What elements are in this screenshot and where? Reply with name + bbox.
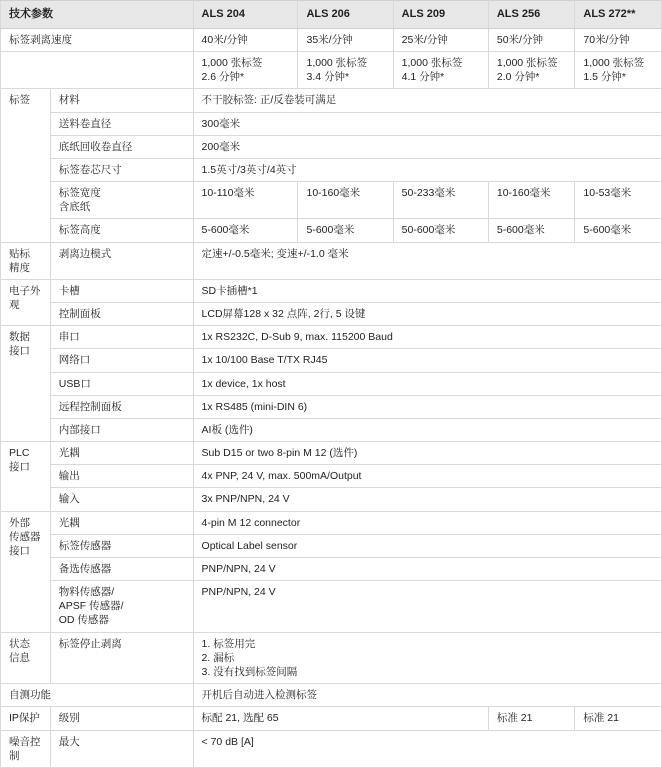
row-label-remote-panel: 远程控制面板: [50, 395, 193, 418]
feed-roll-diameter-value: 300毫米: [193, 112, 661, 135]
table-row: [1, 242, 662, 279]
label-width-value-4: 10-160毫米: [488, 182, 575, 219]
status-list: [202, 637, 655, 680]
usb-port-value: 1x device, 1x host: [193, 372, 661, 395]
row-label-label-width: [50, 182, 193, 219]
row-label-spare-sensor: 备选传感器: [50, 557, 193, 580]
row-label-peel-speed: 标签剥离速度: [1, 28, 194, 51]
label-height-value-1: 5-600毫米: [193, 219, 298, 242]
object-sensor-label-line3: OD 传感器: [58, 614, 109, 627]
table-row: [1, 395, 662, 418]
table-row: [1, 303, 662, 326]
throughput-line1: 1,000 张标签: [401, 57, 463, 70]
throughput-line1: 1,000 张标签: [201, 57, 263, 70]
table-row: [1, 372, 662, 395]
ext-sensor-label-line2: 传感器: [9, 530, 41, 543]
row-label-material: 材料: [50, 89, 193, 112]
table-row: [1, 182, 662, 219]
row-label-ext-optocoupler: 光耦: [50, 511, 193, 534]
table-row: [1, 279, 662, 302]
table-row: [1, 684, 662, 707]
plc-label-line1: PLC: [9, 447, 30, 460]
throughput-value-2: [298, 52, 393, 89]
group-label-accuracy: [1, 242, 51, 279]
header-model-1: ALS 204: [193, 1, 298, 29]
serial-port-value: 1x RS232C, D-Sub 9, max. 115200 Baud: [193, 326, 661, 349]
throughput-line2: 2.0 分钟*: [496, 71, 540, 84]
group-label-external-sensor-interface: [1, 511, 51, 632]
plc-input-value: 3x PNP/NPN, 24 V: [193, 488, 661, 511]
plc-optocoupler-value: Sub D15 or two 8-pin M 12 (选件): [193, 442, 661, 465]
label-stop-value: [193, 632, 661, 684]
throughput-line2: 2.6 分钟*: [201, 71, 245, 84]
row-label-self-test: 自测功能: [1, 684, 194, 707]
list-item: 3. 没有找到标签间隔: [201, 666, 298, 678]
throughput-line1: 1,000 张标签: [496, 57, 558, 70]
header-model-4: ALS 256: [488, 1, 575, 29]
throughput-line2: 1.5 分钟*: [583, 71, 626, 84]
plc-label-line2: 接口: [9, 461, 30, 474]
peel-speed-value-2: 35米/分钟: [298, 28, 393, 51]
throughput-line2: 4.1 分钟*: [401, 71, 445, 84]
table-row: [1, 326, 662, 349]
list-item: 1. 标签用完: [201, 637, 256, 650]
row-label-feed-roll-diameter: 送料卷直径: [50, 112, 193, 135]
internal-interface-value: AI板 (选件): [193, 418, 661, 441]
group-label-status-info: [1, 632, 51, 684]
header-model-3: ALS 209: [393, 1, 488, 29]
peel-speed-value-1: 40米/分钟: [193, 28, 298, 51]
plc-output-value: 4x PNP, 24 V, max. 500mA/Output: [193, 465, 661, 488]
row-label-plc-optocoupler: 光耦: [50, 442, 193, 465]
header-title: 技术参数: [1, 1, 194, 29]
group-label-data-interface: [1, 326, 51, 442]
table-header-row: [1, 1, 662, 29]
peel-speed-value-4: 50米/分钟: [488, 28, 575, 51]
row-label-noise-max: 最大: [50, 730, 193, 767]
row-label-object-sensor: [50, 581, 193, 633]
label-height-value-2: 5-600毫米: [298, 219, 393, 242]
row-label-usb-port: USB口: [50, 372, 193, 395]
list-item: 2. 漏标: [201, 651, 235, 664]
control-panel-value: LCD屏幕128 x 32 点阵, 2行, 5 设键: [193, 303, 661, 326]
object-sensor-label-line2: APSF 传感器/: [58, 600, 124, 613]
header-model-5: ALS 272**: [575, 1, 662, 29]
table-row: [1, 28, 662, 51]
data-if-label-line1: 数据: [9, 331, 30, 344]
row-label-throughput: [1, 52, 194, 89]
ip-value-4: 标准 21: [488, 707, 575, 730]
rewind-diameter-value: 200毫米: [193, 135, 661, 158]
throughput-line2: 3.4 分钟*: [306, 71, 350, 84]
label-height-value-5: 5-600毫米: [575, 219, 662, 242]
label-sensor-value: Optical Label sensor: [193, 534, 661, 557]
peel-speed-value-5: 70米/分钟: [575, 28, 662, 51]
row-label-ip-level: 级别: [50, 707, 193, 730]
header-model-2: ALS 206: [298, 1, 393, 29]
table-row: [1, 632, 662, 684]
label-width-value-3: 50-233毫米: [393, 182, 488, 219]
status-label-line1: 状态: [9, 637, 30, 650]
noise-value: < 70 dB [A]: [193, 730, 661, 767]
table-row: [1, 581, 662, 633]
table-row: [1, 511, 662, 534]
accuracy-label-line2: 精度: [9, 261, 30, 274]
row-label-control-panel: 控制面板: [50, 303, 193, 326]
throughput-value-4: [488, 52, 575, 89]
ip-value-main: 标配 21, 选配 65: [193, 707, 488, 730]
network-port-value: 1x 10/100 Base T/TX RJ45: [193, 349, 661, 372]
group-label-plc-interface: [1, 442, 51, 512]
row-label-serial-port: 串口: [50, 326, 193, 349]
label-height-value-3: 50-600毫米: [393, 219, 488, 242]
label-width-line2: 含底纸: [58, 201, 91, 214]
table-row: [1, 442, 662, 465]
table-row: [1, 707, 662, 730]
table-row: [1, 557, 662, 580]
row-label-network-port: 网络口: [50, 349, 193, 372]
throughput-line1: 1,000 张标签: [583, 57, 645, 70]
throughput-value-3: [393, 52, 488, 89]
table-row: [1, 219, 662, 242]
spare-sensor-value: PNP/NPN, 24 V: [193, 557, 661, 580]
row-label-label-sensor: 标签传感器: [50, 534, 193, 557]
ip-value-5: 标准 21: [575, 707, 662, 730]
label-width-value-1: 10-110毫米: [193, 182, 298, 219]
row-label-rewind-diameter: 底纸回收卷直径: [50, 135, 193, 158]
data-if-label-line2: 接口: [9, 345, 30, 358]
ext-sensor-label-line3: 接口: [9, 544, 30, 557]
accuracy-label-line1: 贴标: [9, 247, 30, 260]
label-height-value-4: 5-600毫米: [488, 219, 575, 242]
row-label-plc-input: 输入: [50, 488, 193, 511]
table-row: [1, 158, 662, 181]
row-label-internal-interface: 内部接口: [50, 418, 193, 441]
card-slot-value: SD卡插槽*1: [193, 279, 661, 302]
table-row: [1, 465, 662, 488]
table-row: [1, 418, 662, 441]
label-width-value-2: 10-160毫米: [298, 182, 393, 219]
group-label-ip-protection: IP保护: [1, 707, 51, 730]
material-value: 不干胶标签: 正/反卷装可满足: [193, 89, 661, 112]
table-row: [1, 488, 662, 511]
label-width-line1: 标签宽度: [58, 187, 101, 200]
row-label-plc-output: 输出: [50, 465, 193, 488]
status-label-line2: 信息: [9, 651, 30, 664]
object-sensor-label-line1: 物料传感器/: [58, 586, 115, 599]
throughput-value-1: [193, 52, 298, 89]
peel-speed-value-3: 25米/分钟: [393, 28, 488, 51]
row-label-peel-edge-mode: 剥离边模式: [50, 242, 193, 279]
table-row: [1, 349, 662, 372]
table-row: [1, 112, 662, 135]
self-test-value: 开机后自动进入检测标签: [193, 684, 661, 707]
peel-edge-mode-value: 定速+/-0.5毫米; 变速+/-1.0 毫米: [193, 242, 661, 279]
object-sensor-value: PNP/NPN, 24 V: [193, 581, 661, 633]
table-row: [1, 89, 662, 112]
row-label-core-size: 标签卷芯尺寸: [50, 158, 193, 181]
throughput-line1: 1,000 张标签: [306, 57, 368, 70]
group-label-electronics: 电子外观: [1, 279, 51, 325]
core-size-value: 1.5英寸/3英寸/4英寸: [193, 158, 661, 181]
table-row: [1, 534, 662, 557]
table-row: [1, 52, 662, 89]
group-label-noise-control: 噪音控制: [1, 730, 51, 767]
remote-panel-value: 1x RS485 (mini-DIN 6): [193, 395, 661, 418]
throughput-value-5: [575, 52, 662, 89]
row-label-label-stop: 标签停止剥离: [50, 632, 193, 684]
ext-optocoupler-value: 4-pin M 12 connector: [193, 511, 661, 534]
group-label-labels: 标签: [1, 89, 51, 242]
row-label-card-slot: 卡槽: [50, 279, 193, 302]
ext-sensor-label-line1: 外部: [9, 516, 30, 529]
row-label-label-height: 标签高度: [50, 219, 193, 242]
table-row: [1, 135, 662, 158]
label-width-value-5: 10-53毫米: [575, 182, 662, 219]
